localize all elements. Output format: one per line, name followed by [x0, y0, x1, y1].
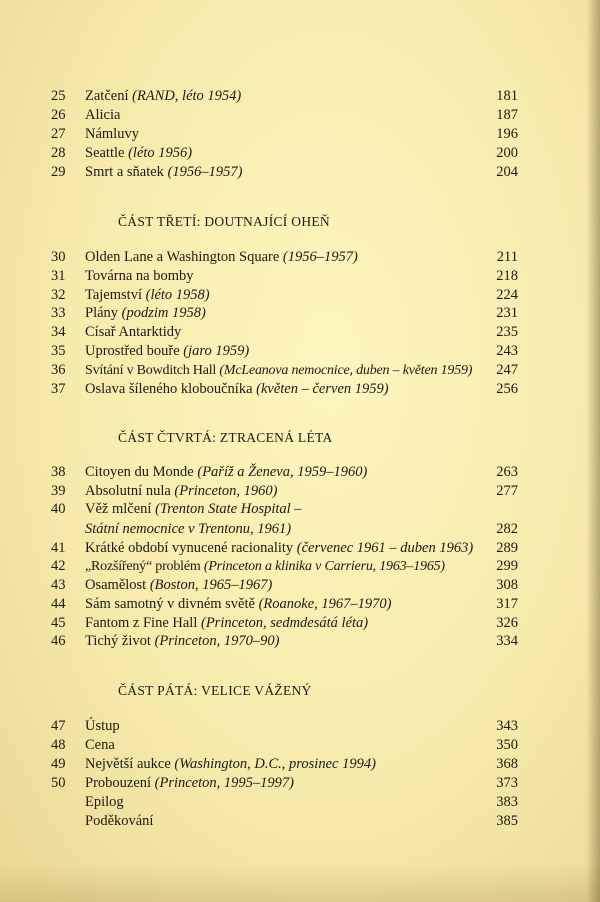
toc-entry: [0, 463, 600, 482]
toc-entry: [0, 812, 600, 831]
toc-entry: [0, 125, 600, 144]
chapter-title: Alicia: [85, 107, 121, 123]
chapter-title: Epilog: [85, 794, 124, 810]
chapter-number: 30: [51, 249, 66, 265]
page-number: 231: [496, 305, 518, 321]
chapter-number: 50: [51, 775, 66, 791]
chapter-title: Císař Antarktidy: [85, 324, 182, 340]
chapter-number: 38: [51, 464, 66, 480]
page-number: 204: [496, 164, 518, 180]
page-number: 383: [496, 794, 518, 810]
toc-entry: [0, 286, 600, 305]
chapter-number: 27: [51, 126, 66, 142]
toc-entry: [0, 144, 600, 163]
page-number: 326: [496, 615, 518, 631]
chapter-title: Uprostřed bouře (jaro 1959): [85, 343, 250, 359]
page-number: 224: [496, 287, 518, 303]
page-number: 187: [496, 107, 518, 123]
chapter-title: Věž mlčení (Trenton State Hospital –: [85, 501, 302, 517]
section-heading: ČÁST TŘETÍ: DOUTNAJÍCÍ OHEŇ: [118, 214, 330, 229]
chapter-number: 42: [51, 558, 66, 574]
toc-entry: [0, 323, 600, 342]
chapter-number: 31: [51, 268, 66, 284]
page-number: 277: [496, 483, 518, 499]
chapter-number: 36: [51, 362, 66, 378]
toc-entry: [0, 736, 600, 755]
page-number: 282: [496, 521, 518, 537]
chapter-title: Poděkování: [85, 813, 154, 829]
toc-entry: [0, 539, 600, 558]
chapter-title: Fantom z Fine Hall (Princeton, sedmdesátá léta): [85, 615, 369, 631]
toc-entry: [0, 482, 600, 501]
chapter-title: Sám samotný v divném světě (Roanoke, 1967–1970): [85, 596, 392, 612]
toc-entry: [0, 614, 600, 633]
chapter-number: 32: [51, 287, 66, 303]
chapter-title: „Rozšířený“ problém (Princeton a klinika v Carrieru, 1963–1965): [85, 559, 445, 574]
chapter-number: 46: [51, 633, 66, 649]
page-number: 334: [496, 633, 518, 649]
chapter-number: 47: [51, 718, 66, 734]
toc-entry: [0, 106, 600, 125]
page-number: 385: [496, 813, 518, 829]
chapter-title: Největší aukce (Washington, D.C., prosinec 1994): [85, 756, 376, 772]
chapter-title: Probouzení (Princeton, 1995–1997): [85, 775, 295, 791]
toc-entry: [0, 774, 600, 793]
toc-entry: [0, 87, 600, 106]
chapter-number: 29: [51, 164, 66, 180]
page-number: 308: [496, 577, 518, 593]
toc-entry: [0, 793, 600, 812]
page-number: 211: [496, 249, 518, 265]
chapter-title: Krátké období vynucené racionality (červenec 1961 – duben 1963): [85, 540, 474, 556]
page-number: 196: [496, 126, 518, 142]
chapter-number: 35: [51, 343, 66, 359]
page-number: 247: [496, 362, 518, 378]
page-number: 181: [496, 88, 518, 104]
chapter-number: 28: [51, 145, 66, 161]
chapter-number: 44: [51, 596, 66, 612]
chapter-title: Citoyen du Monde (Paříž a Ženeva, 1959–1960): [85, 464, 368, 480]
page-number: 368: [496, 756, 518, 772]
page-number: 373: [496, 775, 518, 791]
chapter-title: Seattle (léto 1956): [85, 145, 193, 161]
toc-entry: [0, 717, 600, 736]
toc-entry: [0, 500, 600, 519]
chapter-number: 37: [51, 381, 66, 397]
page-number: 218: [496, 268, 518, 284]
section-heading: ČÁST PÁTÁ: VELICE VÁŽENÝ: [118, 683, 312, 698]
chapter-number: 26: [51, 107, 66, 123]
page-edge-shadow: [586, 0, 600, 902]
toc-entry: [0, 755, 600, 774]
page-number: 350: [496, 737, 518, 753]
page-number: 343: [496, 718, 518, 734]
chapter-title: Námluvy: [85, 126, 139, 142]
page-number: 299: [496, 558, 518, 574]
page-number: 317: [496, 596, 518, 612]
chapter-title: Plány (podzim 1958): [85, 305, 206, 321]
page-number: 235: [496, 324, 518, 340]
chapter-title: Oslava šíleného kloboučníka (květen – červen 1959): [85, 381, 389, 397]
chapter-number: 45: [51, 615, 66, 631]
page-number: 256: [496, 381, 518, 397]
chapter-number: 41: [51, 540, 66, 556]
toc-entry: [0, 557, 600, 576]
toc-entry: [0, 304, 600, 323]
page-number: 289: [496, 540, 518, 556]
chapter-title: Cena: [85, 737, 115, 753]
toc-entry: [0, 267, 600, 286]
chapter-number: 40: [51, 501, 66, 517]
chapter-title: Zatčení (RAND, léto 1954): [85, 88, 242, 104]
page-bottom-shade: [0, 862, 600, 902]
toc-entry: [0, 380, 600, 399]
chapter-title: Osamělost (Boston, 1965–1967): [85, 577, 273, 593]
chapter-title: Smrt a sňatek (1956–1957): [85, 164, 243, 180]
chapter-title: Ústup: [85, 718, 120, 734]
toc-entry: [0, 163, 600, 182]
chapter-number: 49: [51, 756, 66, 772]
toc-entry: [0, 632, 600, 651]
chapter-number: 33: [51, 305, 66, 321]
chapter-number: 34: [51, 324, 66, 340]
toc-entry: [0, 595, 600, 614]
section-heading: ČÁST ČTVRTÁ: ZTRACENÁ LÉTA: [118, 430, 333, 445]
page-number: 263: [496, 464, 518, 480]
toc-entry: [0, 361, 600, 380]
chapter-number: 25: [51, 88, 66, 104]
chapter-number: 39: [51, 483, 66, 499]
chapter-number: 48: [51, 737, 66, 753]
toc-entry: [0, 520, 600, 539]
page-number: 243: [496, 343, 518, 359]
toc-entry: [0, 248, 600, 267]
chapter-title: Tajemství (léto 1958): [85, 287, 210, 303]
chapter-title: Absolutní nula (Princeton, 1960): [85, 483, 278, 499]
chapter-title: Svítání v Bowditch Hall (McLeanova nemocnice, duben – květen 1959): [85, 363, 473, 378]
page-number: 200: [496, 145, 518, 161]
toc-entry: [0, 342, 600, 361]
toc-entry: [0, 576, 600, 595]
chapter-title: Státní nemocnice v Trentonu, 1961): [85, 521, 292, 537]
chapter-number: 43: [51, 577, 66, 593]
chapter-title: Olden Lane a Washington Square (1956–1957): [85, 249, 358, 265]
chapter-title: Tichý život (Princeton, 1970–90): [85, 633, 280, 649]
chapter-title: Továrna na bomby: [85, 268, 194, 284]
